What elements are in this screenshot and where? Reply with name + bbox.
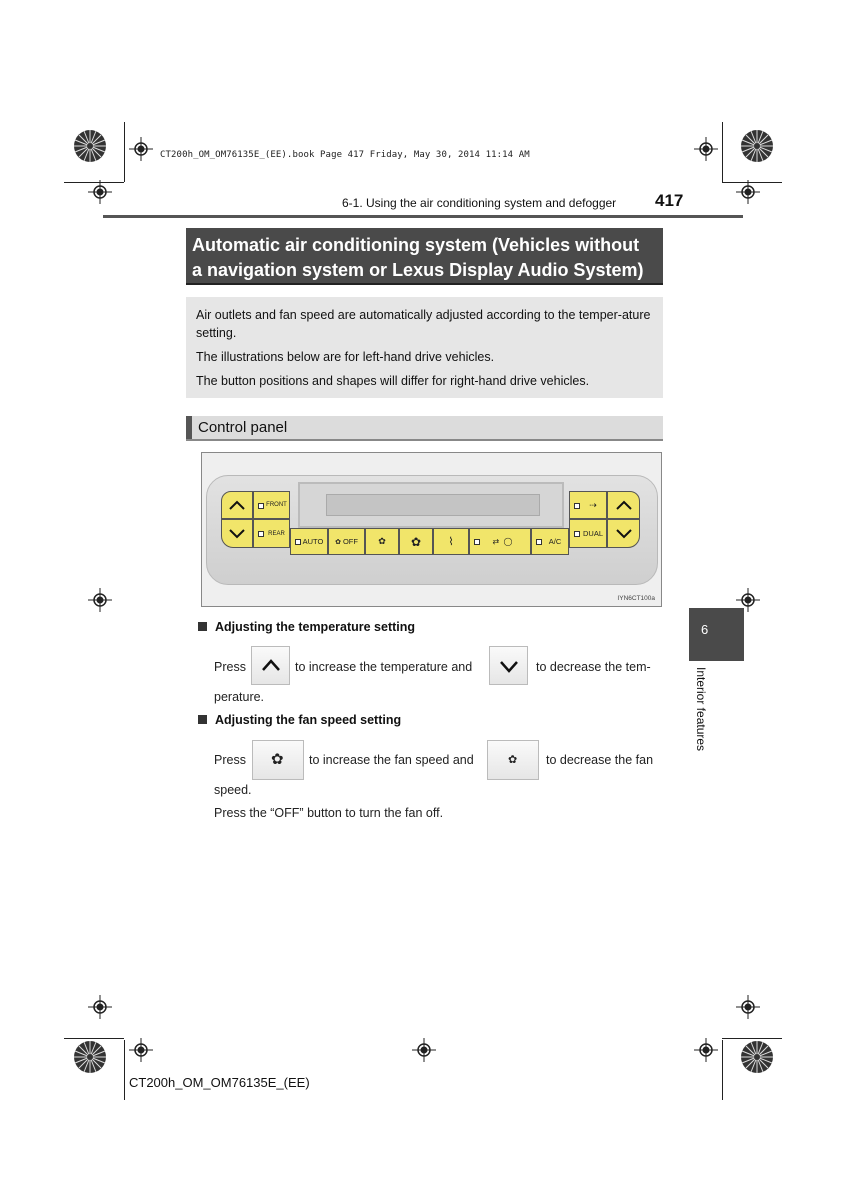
registration-mark (694, 1038, 718, 1062)
chevron-down-icon (490, 647, 529, 686)
ac-label: A/C (548, 537, 562, 546)
fan-small-icon: ✿ (508, 754, 518, 766)
figure-code: IYN6CT100a (617, 595, 655, 602)
chapter-label: Interior features (694, 667, 708, 752)
section-heading-text: Control panel (198, 419, 288, 436)
air-intake-button[interactable] (469, 528, 531, 555)
section-heading (186, 416, 663, 441)
temp-down-button-illustration (489, 646, 528, 685)
fan-speed-down-button[interactable] (365, 528, 399, 555)
temp-down-button-right[interactable] (607, 519, 640, 548)
fan-off-note: Press the “OFF” button to turn the fan off. (214, 806, 444, 820)
bullet-square-icon (198, 622, 207, 631)
fan-press-text: Press (214, 753, 246, 767)
page-title-line-2: a navigation system or Lexus Display Audio System) (192, 260, 644, 280)
temperature-cont-text: perature. (214, 690, 265, 704)
temperature-heading (198, 620, 415, 634)
airflow-mode-button[interactable] (569, 491, 607, 519)
chevron-up-icon (616, 500, 632, 510)
temperature-middle-text: to increase the temperature and (295, 660, 473, 674)
page-title (186, 228, 663, 285)
air-intake-icon: ⇄ ◯ (492, 537, 514, 546)
fan-off-button[interactable] (328, 528, 365, 555)
front-defogger-button[interactable] (253, 491, 290, 519)
fan-cont-text: speed. (214, 783, 252, 797)
registration-mark (736, 180, 760, 204)
page-title-line-1: Automatic air conditioning system (Vehicles without (192, 235, 640, 255)
registration-mark (129, 137, 153, 161)
indicator-light (474, 539, 480, 545)
section-heading-bar (186, 416, 192, 439)
fan-heading (198, 713, 401, 727)
fan-speed-up-button[interactable] (399, 528, 433, 555)
print-info: CT200h_OM_OM76135E_(EE).book Page 417 Friday, May 30, 2014 11:14 AM (160, 150, 530, 160)
temperature-press-text: Press (214, 660, 246, 674)
fan-icon: ✿ (335, 538, 341, 546)
fan-large-icon: ✿ (410, 534, 422, 549)
intro-paragraph: The illustrations below are for left-hand drive vehicles. (196, 350, 495, 364)
fan-small-icon: ✿ (378, 536, 386, 546)
registration-mark (412, 1038, 436, 1062)
ac-button[interactable] (531, 528, 569, 555)
intro-paragraph: Air outlets and fan speed are automatically adjusted according to the temper-ature setting. (196, 308, 651, 340)
control-panel-illustration (201, 452, 662, 607)
footer-code: CT200h_OM_OM76135E_(EE) (129, 1075, 310, 1090)
registration-mark (694, 137, 718, 161)
fan-heading-text: Adjusting the fan speed setting (215, 713, 402, 727)
fan-up-button-illustration (252, 740, 304, 780)
indicator-light (295, 539, 301, 545)
chevron-down-icon (616, 529, 632, 539)
fan-down-button-illustration (487, 740, 539, 780)
indicator-light (258, 531, 264, 537)
registration-mark (129, 1038, 153, 1062)
auto-button[interactable] (290, 528, 328, 555)
front-defogger-label: FRONT (266, 502, 287, 508)
running-header: 6-1. Using the air conditioning system and defogger (342, 196, 617, 210)
windshield-defogger-icon: ⌇ (448, 536, 454, 548)
intro-paragraph: The button positions and shapes will differ for right-hand drive vehicles. (196, 374, 590, 388)
windshield-defogger-button[interactable] (433, 528, 469, 555)
header-rule (103, 215, 743, 218)
registration-mark (88, 588, 112, 612)
fan-off-label: OFF (342, 537, 358, 546)
chevron-up-icon (229, 500, 245, 510)
panel-display (298, 482, 564, 528)
color-rosette-top-right (740, 129, 774, 163)
temp-up-button-illustration (251, 646, 290, 685)
chevron-up-icon (252, 647, 291, 686)
dual-button[interactable] (569, 519, 607, 548)
auto-label: AUTO (302, 537, 324, 546)
color-rosette-top-left (73, 129, 107, 163)
indicator-light (258, 503, 264, 509)
registration-mark (88, 995, 112, 1019)
fan-end-text: to decrease the fan (546, 753, 654, 767)
color-rosette-bottom-left (73, 1040, 107, 1074)
registration-mark (736, 995, 760, 1019)
rear-defogger-button[interactable] (253, 519, 290, 548)
temp-up-button-left[interactable] (221, 491, 253, 519)
page-number: 417 (655, 191, 684, 210)
temp-up-button-right[interactable] (607, 491, 640, 519)
rear-defogger-label: REAR (268, 530, 285, 537)
chapter-tab (689, 608, 744, 661)
temperature-heading-text: Adjusting the temperature setting (215, 620, 416, 634)
dual-label: DUAL (582, 529, 603, 538)
fan-large-icon: ✿ (271, 751, 284, 768)
indicator-light (574, 531, 580, 537)
color-rosette-bottom-right (740, 1040, 774, 1074)
chapter-number: 6 (701, 622, 709, 637)
chevron-down-icon (229, 529, 245, 539)
intro-box (186, 297, 663, 398)
indicator-light (536, 539, 542, 545)
registration-mark (88, 180, 112, 204)
temperature-end-text: to decrease the tem- (536, 660, 651, 674)
indicator-light (574, 503, 580, 509)
bullet-square-icon (198, 715, 207, 724)
airflow-mode-icon: ⇢ (589, 499, 597, 510)
fan-middle-text: to increase the fan speed and (309, 753, 474, 767)
temp-down-button-left[interactable] (221, 519, 253, 548)
